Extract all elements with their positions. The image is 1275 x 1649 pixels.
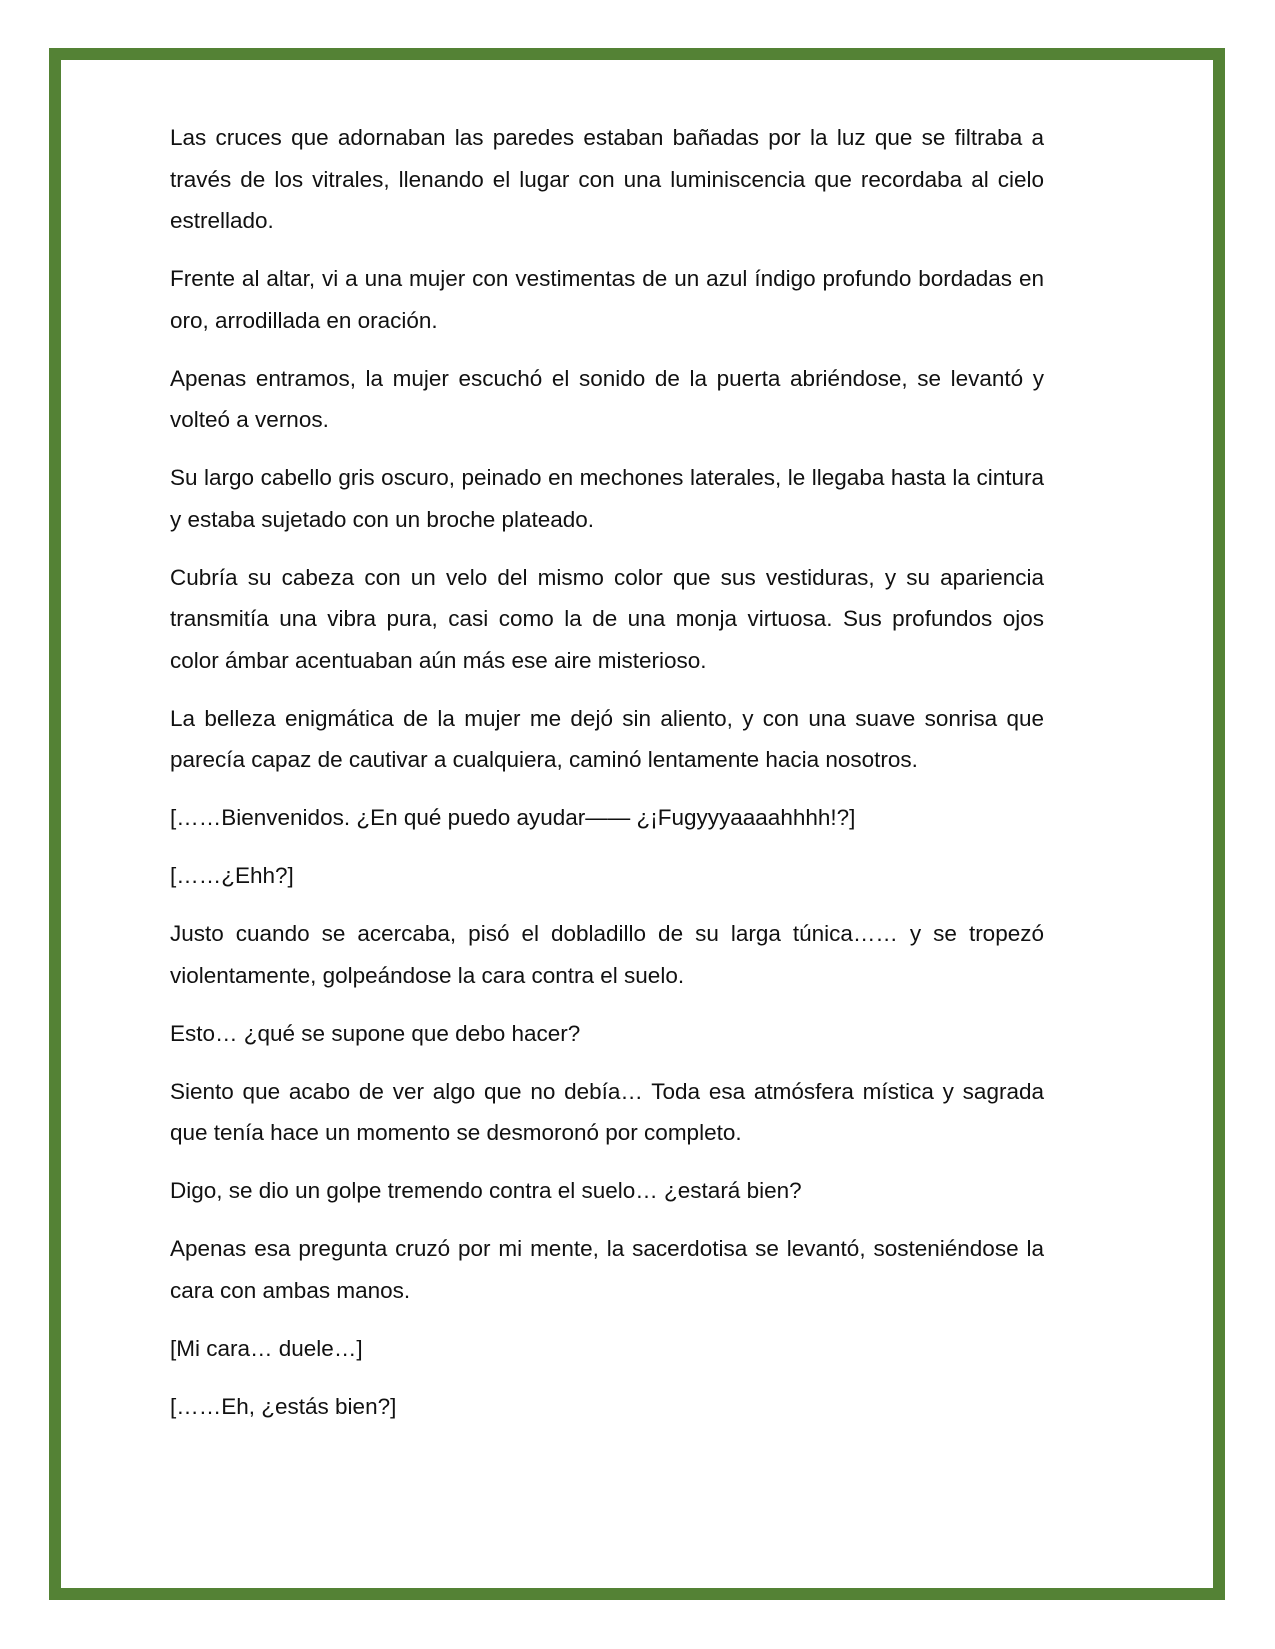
paragraph: Las cruces que adornaban las paredes estaban bañadas por la luz que se filtraba a través de los vitrales, llenando el lugar con una luminiscencia que recordaba al cielo estrellado. [170, 125, 1044, 233]
dialogue-line: [……Eh, ¿estás bien?] [170, 1393, 397, 1419]
paragraph: Frente al altar, vi a una mujer con vestimentas de un azul índigo profundo bordadas en oro, arrodillada en oración. [170, 266, 1044, 333]
paragraph: Siento que acabo de ver algo que no debía… Toda esa atmósfera mística y sagrada que tenía hace un momento se desmoronó por completo. [170, 1078, 1044, 1145]
paragraph: Apenas entramos, la mujer escuchó el sonido de la puerta abriéndose, se levantó y volteó a vernos. [170, 365, 1044, 432]
paragraph: Digo, se dio un golpe tremendo contra el suelo… ¿estará bien? [170, 1178, 802, 1203]
paragraph: La belleza enigmática de la mujer me dejó sin aliento, y con una suave sonrisa que parecía capaz de cautivar a cualquiera, caminó lentamente hacia nosotros. [170, 705, 1044, 772]
paragraph: Su largo cabello gris oscuro, peinado en mechones laterales, le llegaba hasta la cintura y estaba sujetado con un broche plateado. [170, 465, 1044, 532]
paragraph: Apenas esa pregunta cruzó por mi mente, la sacerdotisa se levantó, sosteniéndose la cara con ambas manos. [170, 1236, 1044, 1303]
paragraph: Justo cuando se acercaba, pisó el dobladillo de su larga túnica…… y se tropezó violentamente, golpeándose la cara contra el suelo. [170, 921, 1044, 988]
paragraph: Cubría su cabeza con un velo del mismo color que sus vestiduras, y su apariencia transmitía una vibra pura, casi como la de una monja virtuosa. Sus profundos ojos color ámbar acentuaban aún más ese aire misterioso. [170, 564, 1044, 673]
document-body [170, 117, 1044, 1444]
dialogue-line: [Mi cara… duele…] [170, 1335, 363, 1361]
dialogue-line: [……Bienvenidos. ¿En qué puedo ayudar—— ¿¡Fugyyyaaaahhhh!?] [170, 805, 856, 830]
paragraph: Esto… ¿qué se supone que debo hacer? [170, 1020, 581, 1046]
dialogue-line: [……¿Ehh?] [170, 863, 294, 888]
